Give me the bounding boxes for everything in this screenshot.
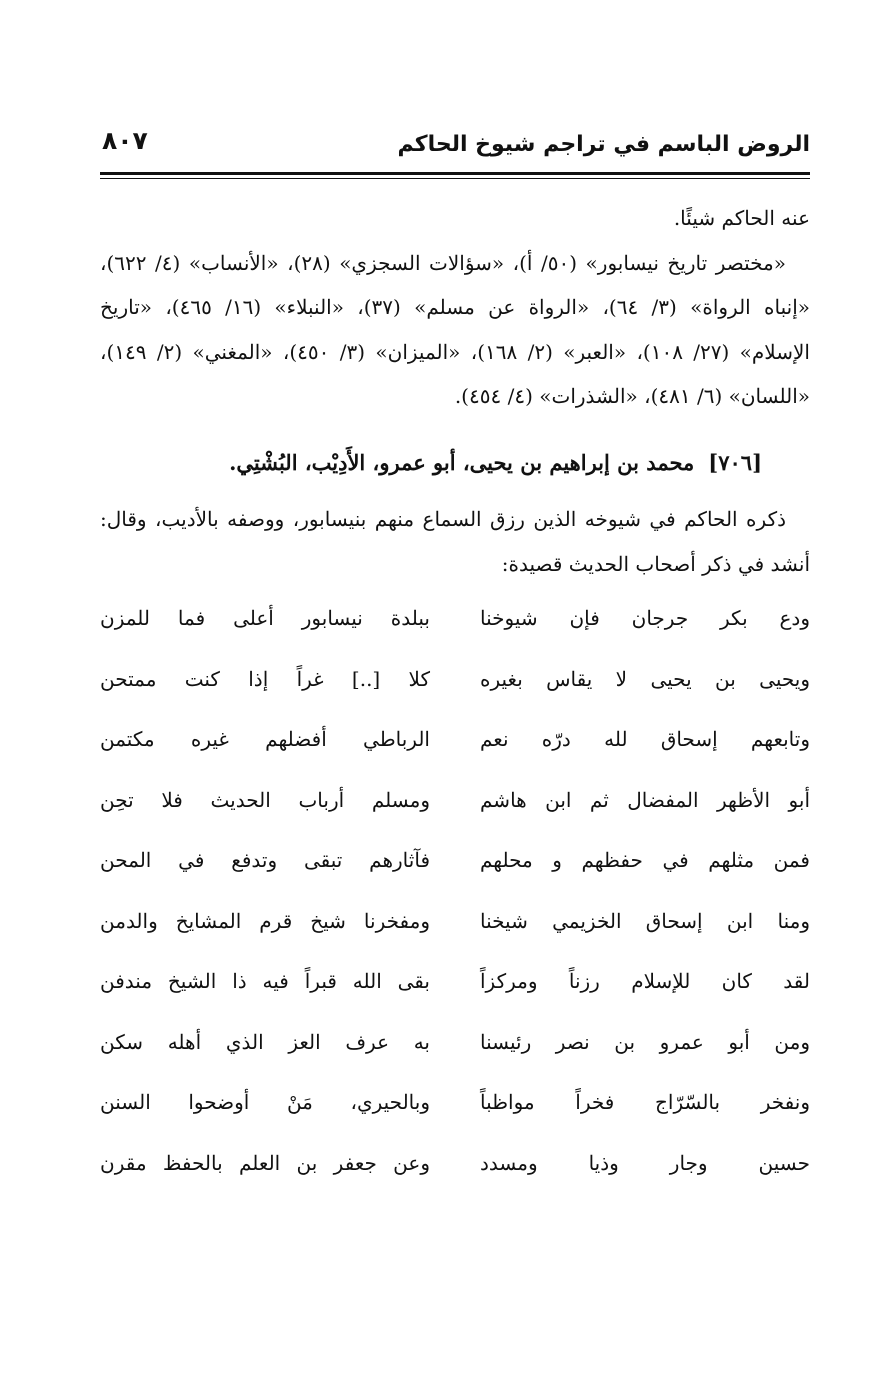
entry-number: [٧٠٦] <box>708 449 762 475</box>
verse-first-hemistich: حسين وجار وذيا ومسدد <box>480 1150 810 1175</box>
verse-second-hemistich: بقى الله قبراً فيه ذا الشيخ مندفن <box>100 969 430 993</box>
continuation-text: عنه الحاكم شيئًا. <box>673 206 810 230</box>
verse-first-hemistich: ودع بكر جرجان فإن شيوخنا <box>480 606 810 630</box>
poem-verse <box>100 951 810 1012</box>
poem-verse <box>100 709 810 770</box>
poem-verse <box>100 588 810 649</box>
poem-verse <box>100 1072 810 1133</box>
verse-first-hemistich: ومن أبو عمرو بن نصر رئيسنا <box>480 1029 810 1054</box>
verse-first-hemistich: ونفخر بالسّرّاج فخراً مواظباً <box>480 1090 810 1114</box>
verse-second-hemistich: به عرف العز الذي أهله سكن <box>100 1029 430 1054</box>
verse-second-hemistich: ببلدة نيسابور أعلى فما للمزن <box>100 606 430 630</box>
source-references: «مختصر تاريخ نيسابور» (٥٠/ أ)، «سؤالات السجزي» (٢٨)، «الأنساب» (٤/ ٦٢٢)، «إنباه الرواة» (٣/ ٦٤)، «الرواة عن مسلم» (٣٧)، «النبلاء» (١٦/ ٤٦٥)، «تاريخ الإسلام» (٢٧/ ١٠٨)، «العبر» (٢/ ١٦٨)، «الميزان» (٣/ ٤٥٠)، «المغني» (٢/ ١٤٩)، «اللسان» (٦/ ٤٨١)، «الشذرات» (٤/ ٤٥٤). <box>100 250 810 408</box>
poem-verse <box>100 1012 810 1073</box>
verse-second-hemistich: ومفخرنا شيخ قرم المشايخ والدمن <box>100 908 430 933</box>
verse-first-hemistich: وتابعهم إسحاق لله درّه نعم <box>480 727 810 751</box>
verse-second-hemistich: فآثارهم تبقى وتدفع في المحن <box>100 848 430 872</box>
book-page <box>100 118 810 1258</box>
running-title: الروض الباسم في تراجم شيوخ الحاكم <box>397 132 810 157</box>
poem-verse <box>100 770 810 831</box>
header-rule <box>100 172 810 175</box>
poem-verse <box>100 649 810 710</box>
poem-verse <box>100 830 810 891</box>
page-header <box>100 118 810 164</box>
verse-first-hemistich: أبو الأظهر المفضال ثم ابن هاشم <box>480 787 810 812</box>
verse-first-hemistich: فمن مثلهم في حفظهم و محلهم <box>480 848 810 872</box>
verse-first-hemistich: ومنا ابن إسحاق الخزيمي شيخنا <box>480 908 810 933</box>
entry-intro: ذكره الحاكم في شيوخه الذين رزق السماع منهم بنيسابور، ووصفه بالأديب، وقال: أنشد في ذكر أصحاب الحديث قصيدة: <box>100 507 810 576</box>
poem-verse <box>100 1133 810 1194</box>
entry-heading <box>100 441 810 486</box>
verse-second-hemistich: كلا [..] غراً إذا كنت ممتحن <box>100 666 430 691</box>
verse-second-hemistich: وبالحيري، مَنْ أوضحوا السنن <box>100 1090 430 1114</box>
page-number: ٨٠٧ <box>102 126 148 155</box>
header-rule-thin <box>100 178 810 179</box>
poem <box>100 588 810 1193</box>
verse-second-hemistich: الرباطي أفضلهم غيره مكتمن <box>100 727 430 751</box>
page-body <box>100 196 810 1193</box>
verse-second-hemistich: ومسلم أرباب الحديث فلا تحِن <box>100 787 430 812</box>
verse-second-hemistich: وعن جعفر بن العلم بالحفظ مقرن <box>100 1150 430 1175</box>
verse-first-hemistich: ويحيى بن يحيى لا يقاس بغيره <box>480 666 810 691</box>
poem-verse <box>100 891 810 952</box>
verse-first-hemistich: لقد كان للإسلام رزناً ومركزاً <box>480 969 810 993</box>
entry-title: محمد بن إبراهيم بن يحيى، أبو عمرو، الأَدِيْب، البُشْتِي. <box>229 449 695 475</box>
